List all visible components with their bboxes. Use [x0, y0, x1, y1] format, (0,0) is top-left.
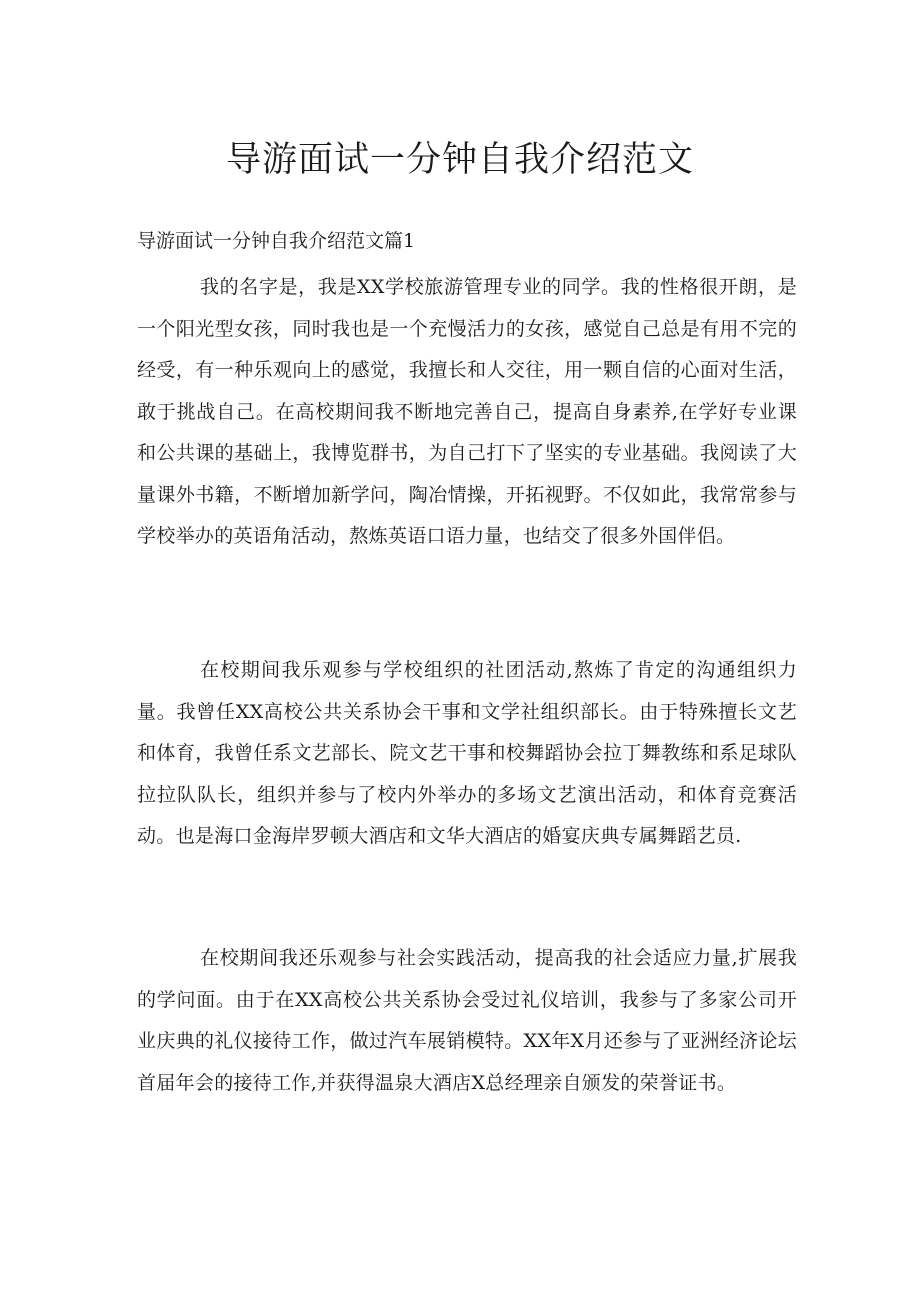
paragraph-3: 在校期间我还乐观参与社会实践活动，提高我的社会适应力量,扩展我的学问面。由于在XX高校公共关系协会受过礼仪培训，我参与了多家公司开业庆典的礼仪接待工作，做过汽车展销模特。XX年X月还参与了亚洲经济论坛首届年会的接待工作,并获得温泉大酒店X总经理亲自颁发的荣誉证书。: [137, 947, 797, 1094]
paragraph-1: 我的名字是，我是XX学校旅游管理专业的同学。我的性格很开朗，是一个阳光型女孩，同时我也是一个充慢活力的女孩，感觉自己总是有用不完的经受，有一种乐观向上的感觉，我擅长和人交往，用一颗自信的心面对生活，敢于挑战自己。在高校期间我不断地完善自己，提高自身素养,在学好专业课和公共课的基础上，我博览群书，为自己打下了坚实的专业基础。我阅读了大量课外书籍，不断增加新学问，陶冶情操，开拓视野。不仅如此，我常常参与学校举办的英语角活动，熬炼英语口语力量，也结交了很多外国伴侣。: [137, 276, 797, 547]
document-title: 导游面试一分钟自我介绍范文: [225, 140, 694, 180]
paragraph-2: 在校期间我乐观参与学校组织的社团活动,熬炼了肯定的沟通组织力量。我曾任XX高校公共关系协会干事和文学社组织部长。由于特殊擅长文艺和体育，我曾任系文艺部长、院文艺干事和校舞蹈协会拉丁舞教练和系足球队拉拉队队长，组织并参与了校内外举办的多场文艺演出活动，和体育竞赛活动。也是海口金海岸罗顿大酒店和文华大酒店的婚宴庆典专属舞蹈艺员.: [137, 659, 797, 847]
section-heading: 导游面试一分钟自我介绍范文篇1: [137, 230, 416, 252]
